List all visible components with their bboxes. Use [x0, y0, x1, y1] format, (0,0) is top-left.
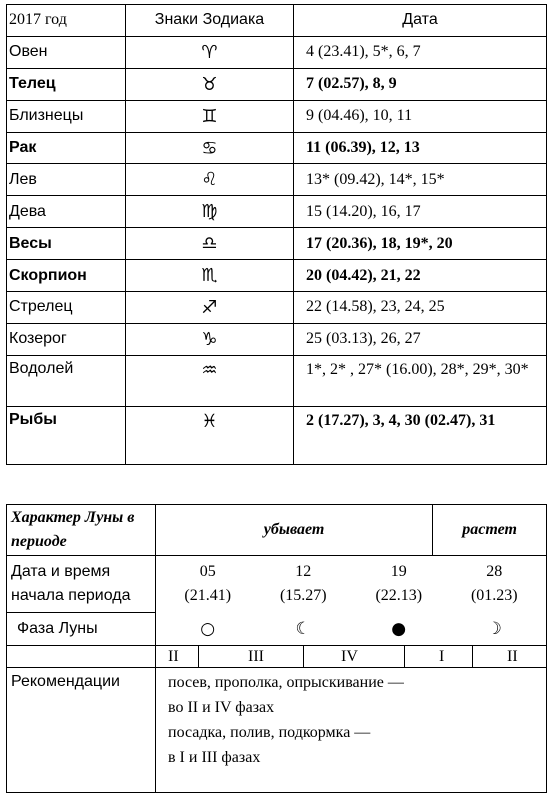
period-start [375, 560, 422, 608]
sign-dates: 13* (09.42), 14*, 15* [294, 164, 547, 196]
sign-dates: 17 (20.36), 18, 19*, 20 [294, 228, 547, 260]
zodiac-row [7, 355, 547, 406]
phase-divider [472, 646, 473, 667]
recommendation-line: посадка, полив, подкормка — [168, 724, 371, 741]
period-day: 12 [295, 563, 312, 581]
waning-label: убывает [156, 505, 433, 556]
year-header: 2017 год [7, 5, 126, 37]
sign-dates: 25 (03.13), 26, 27 [294, 323, 547, 355]
sign-header: Знаки Зодиака [126, 5, 294, 37]
zodiac-header-row [7, 5, 547, 37]
sign-dates: 1*, 2* , 27* (16.00), 28*, 29*, 30* [294, 355, 547, 406]
waxing-label: растет [433, 505, 547, 556]
zodiac-symbol-icon: ♈ [126, 36, 294, 68]
zodiac-row [7, 196, 547, 228]
zodiac-symbol-icon: ♉ [126, 68, 294, 100]
datetime-row [7, 556, 547, 613]
sign-name: Овен [7, 36, 126, 68]
phase-number: III [248, 648, 264, 665]
sign-name: Лев [7, 164, 126, 196]
zodiac-symbol-icon: ♐ [126, 292, 294, 324]
last-quarter-icon: ☾ [295, 618, 311, 639]
recommend-row [7, 668, 547, 793]
zodiac-row [7, 132, 547, 164]
sign-dates: 20 (04.42), 21, 22 [294, 260, 547, 292]
zodiac-symbol-icon: ♑ [126, 323, 294, 355]
zodiac-row [7, 407, 547, 465]
roman-cell [156, 646, 547, 668]
sign-dates: 11 (06.39), 12, 13 [294, 132, 547, 164]
zodiac-symbol-icon: ♍ [126, 196, 294, 228]
zodiac-symbol-icon: ♓ [126, 407, 294, 465]
datetime-label: Дата и время начала периода [7, 556, 156, 613]
phase-number: I [439, 648, 445, 665]
character-row [7, 505, 547, 556]
sign-dates: 9 (04.46), 10, 11 [294, 100, 547, 132]
period-time: (01.23) [470, 587, 518, 605]
zodiac-table [6, 4, 547, 465]
phase-divider [198, 646, 199, 667]
recommendation-line: в I и III фазах [168, 749, 261, 766]
phase-number: II [168, 648, 179, 665]
sign-dates: 22 (14.58), 23, 24, 25 [294, 292, 547, 324]
zodiac-body [7, 36, 547, 464]
sign-name: Скорпион [7, 260, 126, 292]
recommendations [156, 668, 547, 793]
zodiac-row [7, 36, 547, 68]
periods-cell [156, 556, 547, 613]
date-header: Дата [294, 5, 547, 37]
moon-table [6, 504, 547, 793]
sign-name: Рак [7, 132, 126, 164]
period-day: 19 [390, 563, 407, 581]
character-label: Характер Луны в периоде [7, 505, 156, 556]
sign-name: Козерог [7, 323, 126, 355]
roman-empty-cell [7, 646, 156, 668]
zodiac-row [7, 68, 547, 100]
zodiac-row [7, 228, 547, 260]
recommendation-line: во II и IV фазах [168, 699, 275, 716]
phase-row [7, 613, 547, 646]
sign-name: Телец [7, 68, 126, 100]
zodiac-symbol-icon: ♊ [126, 100, 294, 132]
zodiac-row [7, 260, 547, 292]
phases-cell [156, 613, 547, 646]
recommend-label: Рекомендации [7, 668, 156, 793]
period-time: (21.41) [184, 587, 232, 605]
zodiac-symbol-icon: ♌ [126, 164, 294, 196]
sign-name: Дева [7, 196, 126, 228]
sign-name: Стрелец [7, 292, 126, 324]
sign-name: Весы [7, 228, 126, 260]
zodiac-row [7, 292, 547, 324]
zodiac-row [7, 164, 547, 196]
period-time: (15.27) [279, 587, 327, 605]
period-start [184, 560, 231, 608]
phase-number: II [507, 648, 518, 665]
sign-dates: 7 (02.57), 8, 9 [294, 68, 547, 100]
sign-name: Рыбы [7, 407, 126, 465]
period-day: 05 [199, 563, 216, 581]
sign-dates: 4 (23.41), 5*, 6, 7 [294, 36, 547, 68]
phase-number: IV [341, 648, 358, 665]
period-time: (22.13) [375, 587, 423, 605]
first-quarter-icon: ☽ [486, 618, 502, 639]
phase-label: Фаза Луны [7, 613, 156, 646]
period-start [471, 560, 518, 608]
zodiac-symbol-icon: ♋ [126, 132, 294, 164]
zodiac-symbol-icon: ♒ [126, 355, 294, 406]
sign-dates: 15 (14.20), 16, 17 [294, 196, 547, 228]
recommendation-line: посев, прополка, опрыскивание — [168, 674, 404, 691]
period-day: 28 [486, 563, 503, 581]
full-moon-icon: ○ [200, 618, 216, 639]
new-moon-icon: ● [391, 618, 407, 639]
phase-divider [404, 646, 405, 667]
zodiac-symbol-icon: ♏ [126, 260, 294, 292]
roman-row [7, 646, 547, 668]
sign-dates: 2 (17.27), 3, 4, 30 (02.47), 31 [294, 407, 547, 465]
sign-name: Близнецы [7, 100, 126, 132]
sign-name: Водолей [7, 355, 126, 406]
zodiac-row [7, 323, 547, 355]
zodiac-symbol-icon: ♎ [126, 228, 294, 260]
period-start [280, 560, 327, 608]
zodiac-row [7, 100, 547, 132]
phase-divider [303, 646, 304, 667]
